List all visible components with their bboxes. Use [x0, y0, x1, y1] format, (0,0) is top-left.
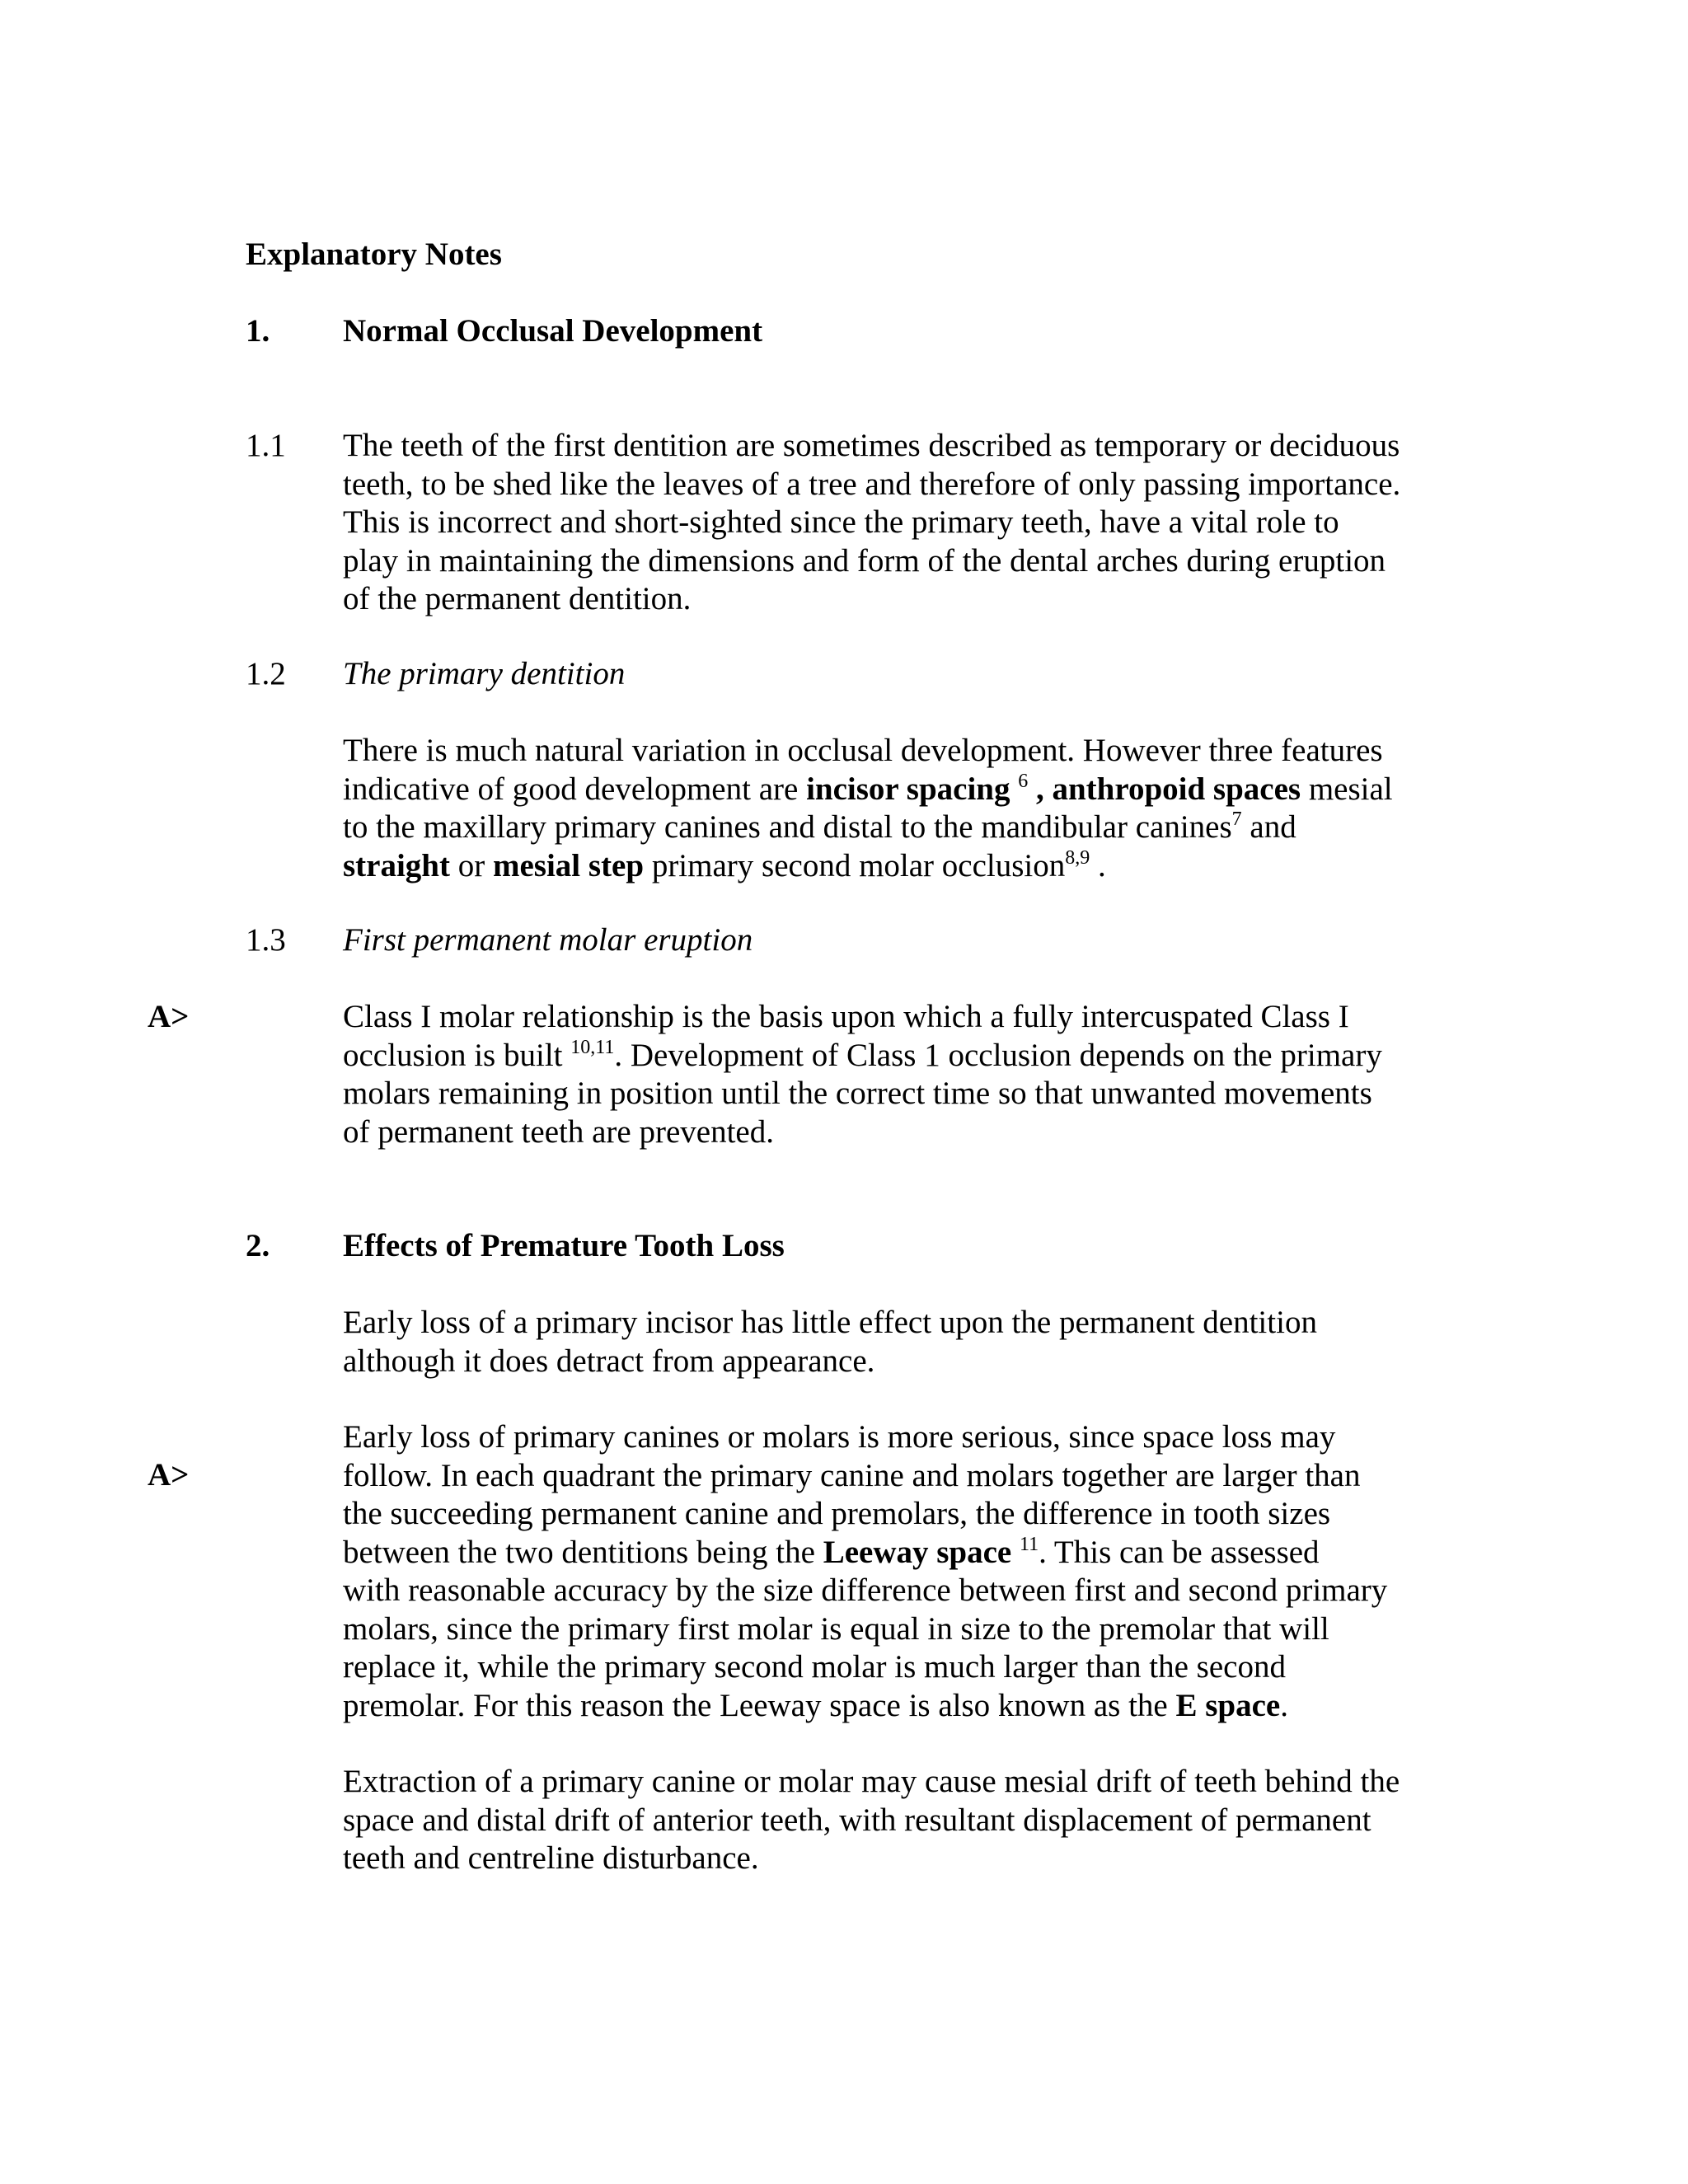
body-line: follow. In each quadrant the primary canine and molars together are larger than — [343, 1457, 1361, 1493]
body-line: This is incorrect and short-sighted since the primary teeth, have a vital role to — [343, 504, 1339, 540]
body-line: play in maintaining the dimensions and form of the dental arches during eruption — [343, 542, 1386, 579]
body-line: Extraction of a primary canine or molar may cause mesial drift of teeth behind the — [343, 1764, 1400, 1799]
body-line: Early loss of primary canines or molars is more serious, since space loss may — [343, 1419, 1336, 1455]
section-2-paragraph-3 — [343, 1763, 1447, 1878]
margin-mark: A> — [148, 999, 190, 1034]
section-2-paragraph-1 — [343, 1304, 1447, 1380]
body-text: premolar. For this reason the Leeway space is also known as the — [343, 1687, 1176, 1723]
body-line: Class I molar relationship is the basis upon which a fully intercuspated Class I — [343, 999, 1349, 1034]
body-text: primary second molar occlusion — [644, 847, 1066, 883]
body-line: with reasonable accuracy by the size difference between first and second primary — [343, 1572, 1388, 1608]
page-title: Explanatory Notes — [246, 237, 502, 272]
body-line — [343, 771, 1447, 809]
body-line: Early loss of a primary incisor has little effect upon the permanent dentition — [343, 1305, 1317, 1340]
term-mesial-step: mesial step — [493, 847, 645, 883]
term-straight: straight — [343, 847, 450, 883]
body-line: teeth and centreline disturbance. — [343, 1840, 759, 1876]
body-line: replace it, while the primary second molar is much larger than the second — [343, 1649, 1286, 1685]
body-line: The teeth of the first dentition are sometimes described as temporary or deciduous — [343, 428, 1400, 463]
subsection-1-1-number: 1.1 — [246, 428, 286, 463]
body-line — [343, 1687, 1447, 1726]
body-line — [343, 847, 1447, 886]
body-text: . This can be assessed — [1039, 1534, 1320, 1570]
subsection-1-1-body — [343, 427, 1447, 619]
body-text: . Development of Class 1 occlusion depends on the primary — [614, 1037, 1382, 1073]
body-line: although it does detract from appearance. — [343, 1343, 875, 1379]
body-line: molars, since the primary first molar is equal in size to the premolar that will — [343, 1610, 1329, 1647]
section-1-number: 1. — [246, 313, 270, 349]
body-text: mesial — [1301, 771, 1393, 807]
citation: 7 — [1231, 808, 1242, 830]
section-2-heading: Effects of Premature Tooth Loss — [343, 1228, 785, 1263]
term-e-space: E space — [1175, 1687, 1281, 1723]
citation: 6 — [1018, 770, 1029, 792]
body-line: There is much natural variation in occlusal development. However three features — [343, 733, 1383, 768]
body-line: molars remaining in position until the correct time so that unwanted movements — [343, 1076, 1372, 1111]
section-2-number: 2. — [246, 1228, 270, 1263]
citation: 11 — [1020, 1533, 1039, 1555]
body-line: of the permanent dentition. — [343, 581, 692, 616]
body-text: indicative of good development are — [343, 771, 807, 807]
margin-mark: A> — [148, 1457, 190, 1493]
body-line — [343, 1534, 1447, 1572]
subsection-1-3-number: 1.3 — [246, 922, 286, 958]
body-line: teeth, to be shed like the leaves of a tree and therefore of only passing importance. — [343, 466, 1401, 502]
subsection-1-3-body — [343, 998, 1447, 1151]
term-incisor-spacing: incisor spacing — [806, 771, 1010, 807]
body-line: of permanent teeth are prevented. — [343, 1113, 774, 1150]
term-leeway-space: Leeway space — [823, 1534, 1012, 1570]
term-anthropoid-spaces: , anthropoid spaces — [1028, 771, 1301, 807]
body-text: to the maxillary primary canines and distal to the mandibular canines — [343, 809, 1232, 845]
body-text: occlusion is built — [343, 1037, 571, 1073]
body-text: or — [450, 847, 493, 883]
subsection-1-2-number: 1.2 — [246, 656, 286, 691]
body-line — [343, 808, 1447, 847]
subsection-1-3-heading: First permanent molar eruption — [343, 922, 753, 958]
body-text: . — [1280, 1687, 1288, 1723]
body-text: . — [1090, 847, 1106, 883]
body-line: the succeeding permanent canine and premolars, the difference in tooth sizes — [343, 1496, 1331, 1531]
body-text: between the two dentitions being the — [343, 1534, 823, 1570]
body-line — [343, 1037, 1447, 1076]
subsection-1-2-heading: The primary dentition — [343, 656, 626, 691]
section-2-paragraph-2 — [343, 1418, 1447, 1725]
subsection-1-2-body — [343, 732, 1447, 885]
citation: 8,9 — [1065, 846, 1090, 869]
citation: 10,11 — [570, 1036, 615, 1058]
section-1-heading: Normal Occlusal Development — [343, 313, 763, 349]
body-line: space and distal drift of anterior teeth, with resultant displacement of permanent — [343, 1802, 1372, 1838]
body-text: and — [1241, 809, 1296, 845]
